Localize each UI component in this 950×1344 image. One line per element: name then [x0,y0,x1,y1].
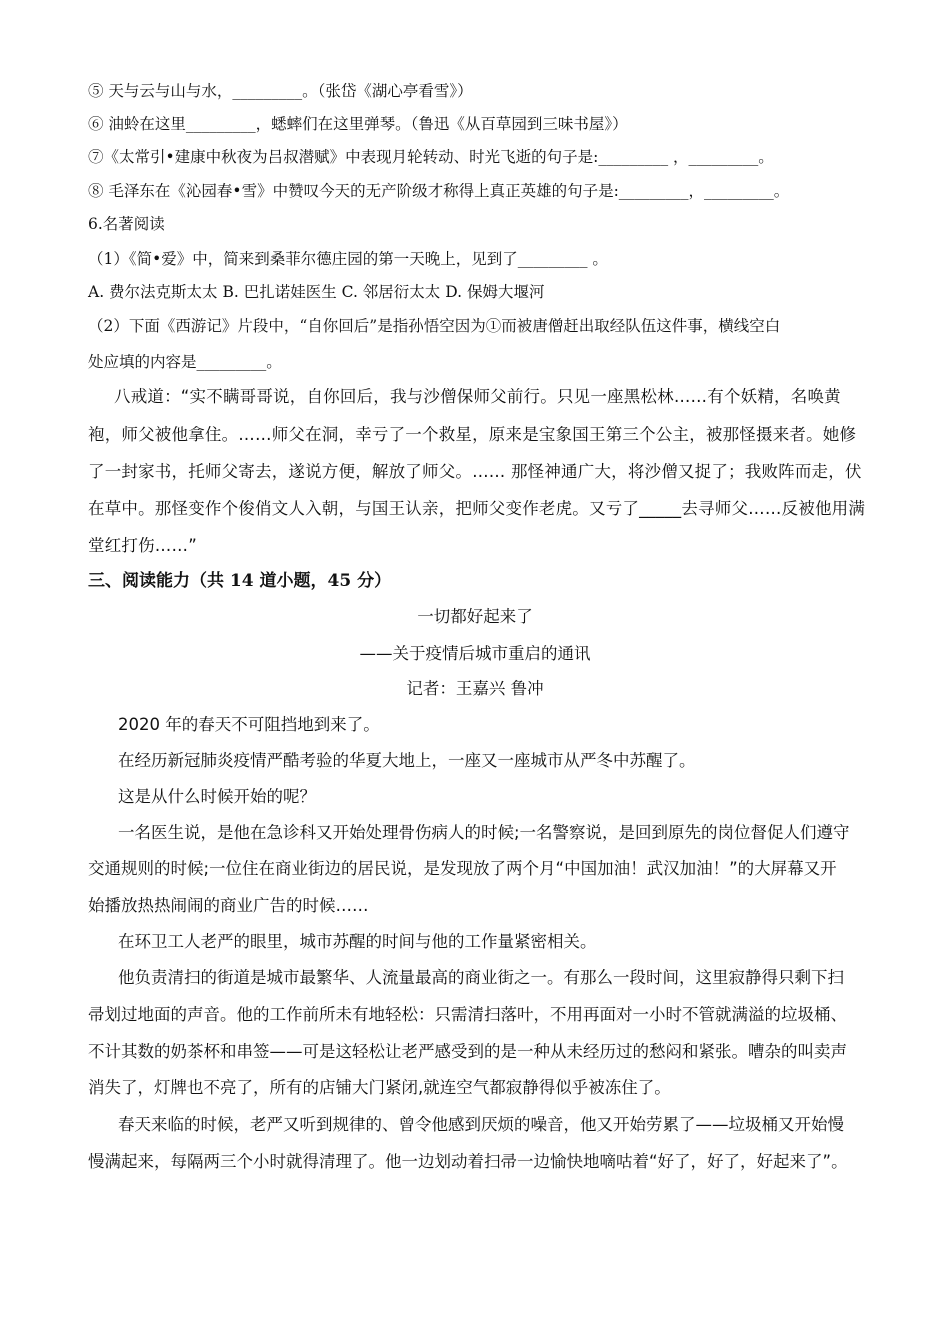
article-line: 消失了，灯牌也不亮了，所有的店铺大门紧闭,就连空气都寂静得似乎被冻住了。 [88,1078,671,1097]
article-line: 始播放热热闹闹的商业广告的时候…… [88,896,369,915]
article-byline: 记者：王嘉兴 鲁冲 [406,679,544,698]
question-7-item: ⑦《太常引•建康中秋夜为吕叔潜赋》中表现月轮转动、时光飞逝的句子是:_________ ，_________。 [88,148,774,166]
question-8-item: ⑧ 毛泽东在《沁园春•雪》中赞叹今天的无产阶级才称得上真正英雄的句子是:_________，_________。 [88,182,790,200]
article-line: 交通规则的时候;一位住在商业街边的居民说，是发现放了两个月“中国加油！武汉加油！”的大屏幕又开 [88,859,837,878]
article-line: 这是从什么时候开始的呢？ [118,787,316,806]
article-line: 春天来临的时候，老严又听到规律的、曾令他感到厌烦的噪音，他又开始劳累了——垃圾桶又开始慢 [118,1115,844,1134]
article-line: 不计其数的奶茶杯和串签——可是这轻松让老严感受到的是一种从未经历过的愁闷和紧张。嘈杂的叫卖声 [88,1042,847,1061]
question-6-2: （2）下面《西游记》片段中，“自你回后”是指孙悟空因为①而被唐僧赶出取经队伍这件事，横线空白 [88,317,781,335]
article-line: 在经历新冠肺炎疫情严酷考验的华夏大地上，一座又一座城市从严冬中苏醒了。 [118,751,696,770]
section-3-heading: 三、阅读能力（共 14 道小题，45 分） [88,571,392,591]
excerpt-line: 袍，师父被他拿住。……师父在洞，幸亏了一个救星，原来是宝象国王第三个公主，被那怪摄来者。她修 [88,425,857,444]
section-6-heading: 6.名著阅读 [88,215,165,233]
article-subtitle: ——关于疫情后城市重启的通讯 [359,644,591,663]
question-6-1-options: A. 费尔法克斯太太 B. 巴扎诺娃医生 C. 邻居衍太太 D. 保姆大堰河 [88,283,545,301]
article-line: 2020 年的春天不可阻挡地到来了。 [118,715,380,734]
article-line: 在环卫工人老严的眼里，城市苏醒的时间与他的工作量紧密相关。 [118,932,597,951]
question-6-1: （1）《简•爱》中，简来到桑菲尔德庄园的第一天晚上，见到了_________ 。 [88,250,608,268]
article-line: 他负责清扫的街道是城市最繁华、人流量最高的商业街之一。有那么一段时间，这里寂静得只剩下扫 [118,968,844,987]
excerpt-line: 堂红打伤……” [88,536,197,555]
excerpt-line: 八戒道：“实不瞒哥哥说，自你回后，我与沙僧保师父前行。只见一座黑松林……有个妖精，名唤黄 [114,387,841,406]
excerpt-line: 了一封家书，托师父寄去，遂说方便，解放了师父。…… 那怪神通广大，将沙僧又捉了；我败阵而走，伏 [88,462,862,481]
article-line: 帚划过地面的声音。他的工作前所未有地轻松：只需清扫落叶，不用再面对一小时不管就满溢的垃圾桶、 [88,1005,847,1024]
article-line: 一名医生说，是他在急诊科又开始处理骨伤病人的时候;一名警察说，是回到原先的岗位督促人们遵守 [118,823,850,842]
question-5-item: ⑤ 天与云与山与水，_________。（张岱《湖心亭看雪》） [88,82,473,100]
article-line: 慢满起来，每隔两三个小时就得清理了。他一边划动着扫帚一边愉快地嘀咕着“好了，好了，好起来了”。 [88,1152,848,1171]
excerpt-line: 在草中。那怪变作个俊俏文人入朝，与国王认亲，把师父变作老虎。又亏了_____去寻师父……反被他用满 [88,499,866,518]
question-6-2-cont: 处应填的内容是_________。 [88,353,282,371]
article-title: 一切都好起来了 [417,607,533,626]
question-6-item: ⑥ 油蛉在这里_________，蟋蟀们在这里弹琴。（鲁迅《从百草园到三味书屋》） [88,115,628,133]
